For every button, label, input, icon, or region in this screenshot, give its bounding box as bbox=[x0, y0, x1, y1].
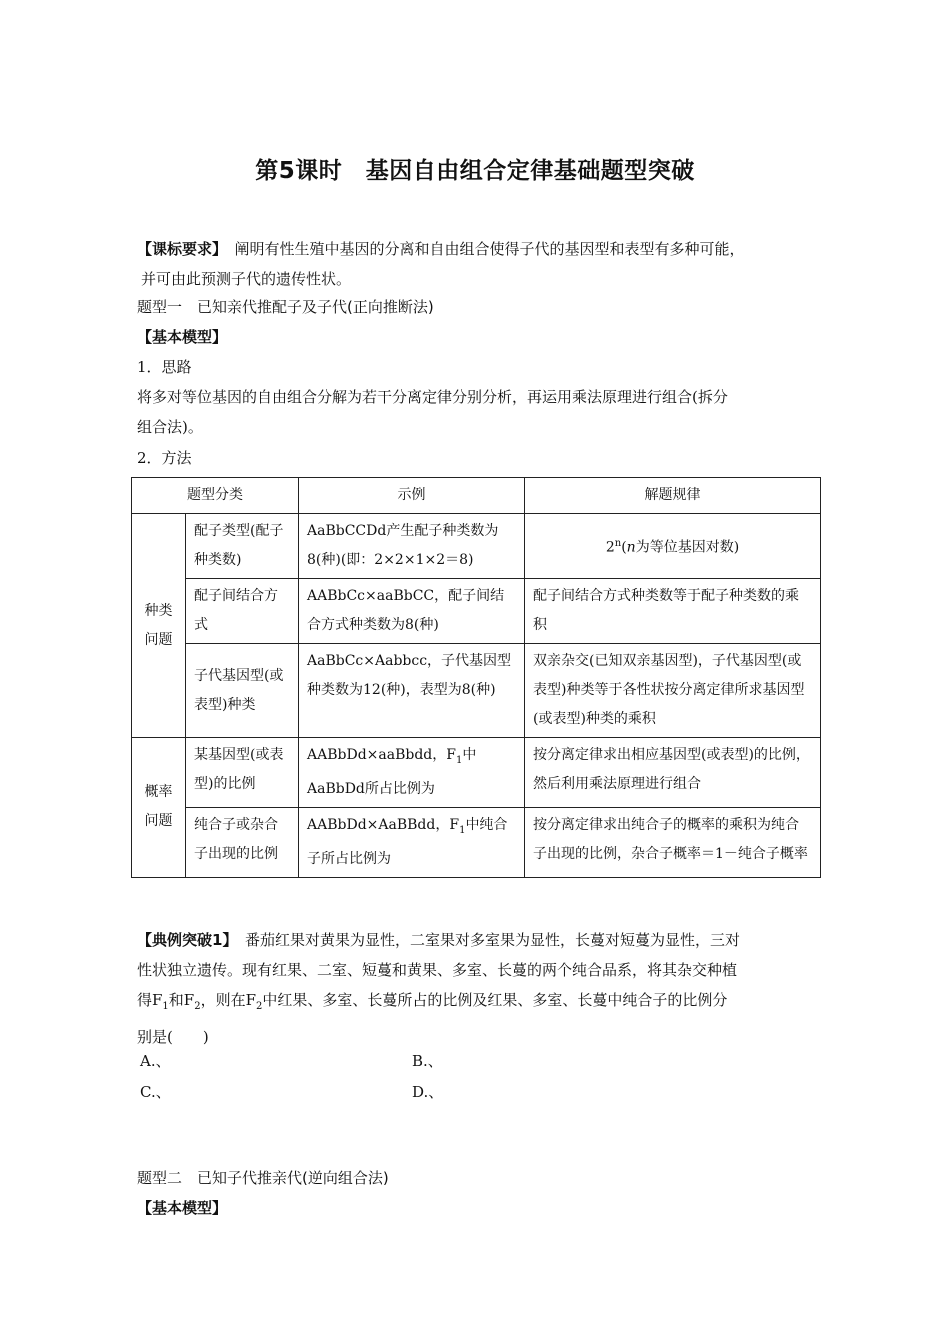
row-subtype: 纯合子或杂合子出现的比例 bbox=[186, 807, 299, 877]
header-type: 题型分类 bbox=[132, 478, 299, 514]
requirement-label: 【课标要求】 bbox=[137, 240, 220, 258]
table-row bbox=[132, 738, 821, 808]
page-title: 第5课时 基因自由组合定律基础题型突破 bbox=[255, 158, 695, 184]
example1-text-4: 别是( ) bbox=[137, 1028, 209, 1046]
row-subtype: 配子间结合方式 bbox=[186, 579, 299, 644]
header-example: 示例 bbox=[299, 478, 525, 514]
table-row bbox=[132, 514, 821, 579]
row-example: AABbCc×aaBbCC，配子间结合方式种类数为8(种) bbox=[299, 579, 525, 644]
example1-text-1: 番茄红果对黄果为显性，二室果对多室果为显性，长蔓对短蔓为显性，三对 bbox=[229, 931, 740, 949]
row-example: AABbDd×aaBbdd，$F_1$中AaBbDd所占比例为 bbox=[299, 738, 525, 808]
idea-heading: 1．思路 bbox=[137, 358, 192, 376]
table-row bbox=[132, 644, 821, 738]
option-d[interactable]: D.、 bbox=[412, 1083, 444, 1101]
row-rule: 双亲杂交(已知双亲基因型)，子代基因型(或表型)种类等于各性状按分离定律所求基因型(或表型)种类的乘积 bbox=[525, 644, 821, 738]
idea-text-2: 组合法)。 bbox=[137, 418, 203, 436]
row-subtype: 子代基因型(或表型)种类 bbox=[186, 644, 299, 738]
type2-heading: 题型二 已知子代推亲代(逆向组合法) bbox=[137, 1169, 389, 1187]
option-a[interactable]: A.、 bbox=[140, 1052, 171, 1070]
table-header-row bbox=[132, 478, 821, 514]
group-kind: 种类问题 bbox=[132, 514, 186, 738]
option-b[interactable]: B.、 bbox=[412, 1052, 443, 1070]
table-row bbox=[132, 579, 821, 644]
example1-text-3: 得$F_1$和$F_2$，则在$F_2$中红果、多室、长蔓所占的比例及红果、多室、长蔓中纯合子的比例分 bbox=[137, 991, 728, 1012]
type2-model-label: 【基本模型】 bbox=[137, 1199, 228, 1217]
row-example: AaBbCc×Aabbcc，子代基因型种类数为12(种)，表型为8(种) bbox=[299, 644, 525, 738]
type1-model-label: 【基本模型】 bbox=[137, 328, 228, 346]
idea-text bbox=[137, 382, 813, 442]
option-c[interactable]: C.、 bbox=[140, 1083, 171, 1101]
row-subtype: 配子类型(配子种类数) bbox=[186, 514, 299, 579]
row-subtype: 某基因型(或表型)的比例 bbox=[186, 738, 299, 808]
requirement-text-1: 阐明有性生殖中基因的分离和自由组合使得子代的基因型和表型有多种可能， bbox=[219, 240, 745, 258]
method-table bbox=[131, 477, 821, 878]
example1-label: 【典例突破1】 bbox=[137, 931, 230, 949]
method-heading: 2．方法 bbox=[137, 449, 192, 467]
curriculum-requirement bbox=[137, 234, 813, 294]
example1-text-2: 性状独立遗传。现有红果、二室、短蔓和黄果、多室、长蔓的两个纯合品系，将其杂交种植 bbox=[137, 961, 738, 979]
example1 bbox=[137, 925, 813, 1052]
group-probability: 概率问题 bbox=[132, 738, 186, 878]
requirement-text-2: 并可由此预测子代的遗传性状。 bbox=[141, 270, 352, 288]
row-rule: 配子间结合方式种类数等于配子种类数的乘积 bbox=[525, 579, 821, 644]
table-row bbox=[132, 807, 821, 877]
header-rule: 解题规律 bbox=[525, 478, 821, 514]
type1-heading: 题型一 已知亲代推配子及子代(正向推断法) bbox=[137, 298, 434, 316]
idea-text-1: 将多对等位基因的自由组合分解为若干分离定律分别分析，再运用乘法原理进行组合(拆分 bbox=[137, 388, 728, 406]
row-rule: 按分离定律求出相应基因型(或表型)的比例，然后利用乘法原理进行组合 bbox=[525, 738, 821, 808]
row-rule: 2$^n$(n为等位基因对数) bbox=[525, 514, 821, 579]
row-rule: 按分离定律求出纯合子的概率的乘积为纯合子出现的比例，杂合子概率＝1－纯合子概率 bbox=[525, 807, 821, 877]
row-example: AaBbCCDd产生配子种类数为8(种)(即：2×2×1×2＝8) bbox=[299, 514, 525, 579]
row-example: AABbDd×AaBBdd，$F_1$中纯合子所占比例为 bbox=[299, 807, 525, 877]
